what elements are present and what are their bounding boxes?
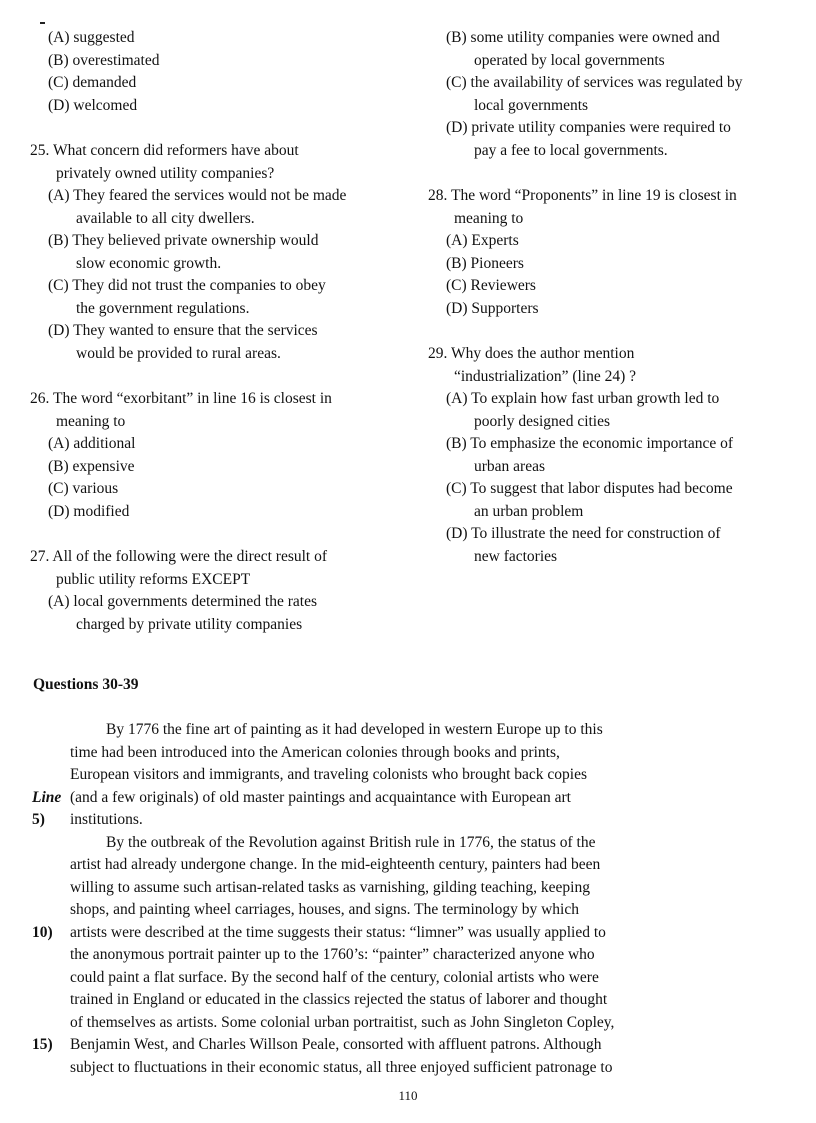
passage-line-1: [30, 719, 720, 742]
question-28: [428, 185, 800, 320]
q29-stem-line-2: “industrialization” (line 24) ?: [454, 367, 637, 385]
q29-option-d-cont: new factories: [474, 547, 558, 565]
passage-line-16: [30, 1057, 720, 1080]
passage-line-5: [30, 809, 720, 832]
passage-line-text: time had been introduced into the American colonies through books and prints,: [70, 743, 560, 761]
passage-line-2: [30, 742, 720, 765]
passage-line-text: (and a few originals) of old master paintings and acquaintance with European art: [70, 788, 571, 806]
q28-option-a: (A) Experts: [446, 232, 519, 249]
passage-line-text: willing to assume such artisan-related tasks as varnishing, gilding teaching, keeping: [70, 878, 590, 896]
line-number-5: 5): [32, 811, 45, 828]
q28-option-b: (B) Pioneers: [446, 254, 524, 272]
q24-option-a: (A) suggested: [48, 29, 135, 46]
page-number: 110: [398, 1088, 418, 1103]
line-label: Line: [32, 788, 62, 806]
passage-line-7: [30, 854, 720, 877]
q24-option-d: (D) welcomed: [48, 96, 138, 114]
scan-mark: [40, 22, 45, 24]
passage-line-text: subject to fluctuations in their economic status, all three enjoyed sufficient patronage to: [70, 1058, 613, 1076]
q28-option-c: (C) Reviewers: [446, 277, 536, 294]
q26-option-b: (B) expensive: [48, 457, 135, 475]
left-column: [30, 27, 410, 636]
q26-option-d: (D) modified: [48, 502, 130, 520]
q25-option-d-cont: would be provided to rural areas.: [76, 344, 281, 362]
right-column: [428, 27, 800, 568]
q29-option-c-cont: an urban problem: [474, 502, 584, 520]
passage-line-text: trained in England or educated in the classics rejected the status of laborer and thought: [70, 991, 608, 1008]
q28-stem-line-1: 28. The word “Proponents” in line 19 is closest in: [428, 187, 737, 204]
q25-option-a-cont: available to all city dwellers.: [76, 209, 255, 227]
passage-line-10: [30, 922, 720, 945]
q27-option-b-cont: operated by local governments: [474, 51, 665, 69]
q25-stem-line-2: privately owned utility companies?: [56, 164, 275, 182]
q26-option-c: (C) various: [48, 480, 119, 497]
passage-line-15: [30, 1034, 720, 1057]
q27-option-c: (C) the availability of services was regulated by: [446, 74, 743, 91]
passage-line-text: artists were described at the time suggests their status: “limner” was usually applied to: [70, 923, 606, 941]
q29-option-d: (D) To illustrate the need for construction of: [446, 525, 721, 542]
q29-option-a: (A) To explain how fast urban growth led to: [446, 390, 720, 407]
passage-line-text: of themselves as artists. Some colonial urban portraitist, such as John Singleton Copley,: [70, 1013, 615, 1031]
passage-line-8: [30, 877, 720, 900]
passage-line-3: [30, 764, 720, 787]
passage-line-text: By the outbreak of the Revolution against British rule in 1776, the status of the: [106, 833, 596, 851]
q27-continued-options: [428, 27, 800, 162]
q29-option-b-cont: urban areas: [474, 457, 545, 475]
passage-line-text: the anonymous portrait painter up to the 1760’s: “painter” characterized anyone who: [70, 946, 595, 963]
q27-option-d: (D) private utility companies were required to: [446, 119, 731, 136]
q25-option-a: (A) They feared the services would not be made: [48, 187, 347, 204]
q25-stem-line-1: 25. What concern did reformers have about: [30, 142, 299, 159]
q28-stem-line-2: meaning to: [454, 209, 524, 227]
passage-line-text: European visitors and immigrants, and traveling colonists who brought back copies: [70, 766, 587, 783]
q27-option-b: (B) some utility companies were owned and: [446, 29, 720, 46]
q29-option-c: (C) To suggest that labor disputes had become: [446, 480, 733, 497]
q27-option-a: (A) local governments determined the rates: [48, 593, 317, 610]
q27-option-a-cont: charged by private utility companies: [76, 615, 303, 633]
passage-line-6: [30, 832, 720, 855]
q28-option-d: (D) Supporters: [446, 299, 539, 317]
q27-stem-line-1: 27. All of the following were the direct result of: [30, 548, 328, 565]
q26-stem-line-1: 26. The word “exorbitant” in line 16 is closest in: [30, 390, 332, 407]
q24-options: [30, 27, 410, 117]
passage-line-text: could paint a flat surface. By the second half of the century, colonial artists who were: [70, 968, 599, 986]
passage-line-12: [30, 967, 720, 990]
section-heading: Questions 30-39: [33, 676, 139, 693]
q29-option-b: (B) To emphasize the economic importance of: [446, 435, 733, 452]
q25-option-d: (D) They wanted to ensure that the services: [48, 322, 318, 339]
q24-option-b: (B) overestimated: [48, 51, 160, 69]
passage-line-14: [30, 1012, 720, 1035]
line-number-15: 15): [32, 1036, 53, 1053]
q26-option-a: (A) additional: [48, 435, 136, 452]
q26-stem-line-2: meaning to: [56, 412, 126, 430]
q24-option-c: (C) demanded: [48, 74, 137, 91]
question-29: [428, 343, 800, 568]
passage-line-4: [30, 787, 720, 810]
passage-line-9: [30, 899, 720, 922]
q25-option-c: (C) They did not trust the companies to obey: [48, 277, 326, 294]
q27-option-c-cont: local governments: [474, 96, 589, 114]
reading-passage: [30, 719, 720, 1079]
q29-stem-line-1: 29. Why does the author mention: [428, 345, 635, 362]
passage-line-13: [30, 989, 720, 1012]
question-27: [30, 546, 410, 636]
passage-line-text: institutions.: [70, 811, 143, 828]
q25-option-c-cont: the government regulations.: [76, 299, 250, 317]
q25-option-b: (B) They believed private ownership would: [48, 232, 319, 249]
q27-stem-line-2: public utility reforms EXCEPT: [56, 570, 251, 588]
q29-option-a-cont: poorly designed cities: [474, 412, 611, 430]
q27-option-d-cont: pay a fee to local governments.: [474, 141, 668, 159]
passage-line-text: By 1776 the fine art of painting as it had developed in western Europe up to this: [106, 721, 603, 738]
line-number-10: 10): [32, 923, 53, 941]
q25-option-b-cont: slow economic growth.: [76, 254, 222, 272]
question-25: [30, 140, 410, 365]
passage-line-text: shops, and painting wheel carriages, houses, and signs. The terminology by which: [70, 901, 579, 918]
question-26: [30, 388, 410, 523]
passage-line-11: [30, 944, 720, 967]
passage-line-text: Benjamin West, and Charles Willson Peale, consorted with affluent patrons. Although: [70, 1036, 602, 1053]
passage-line-text: artist had already undergone change. In the mid-eighteenth century, painters had been: [70, 856, 601, 873]
